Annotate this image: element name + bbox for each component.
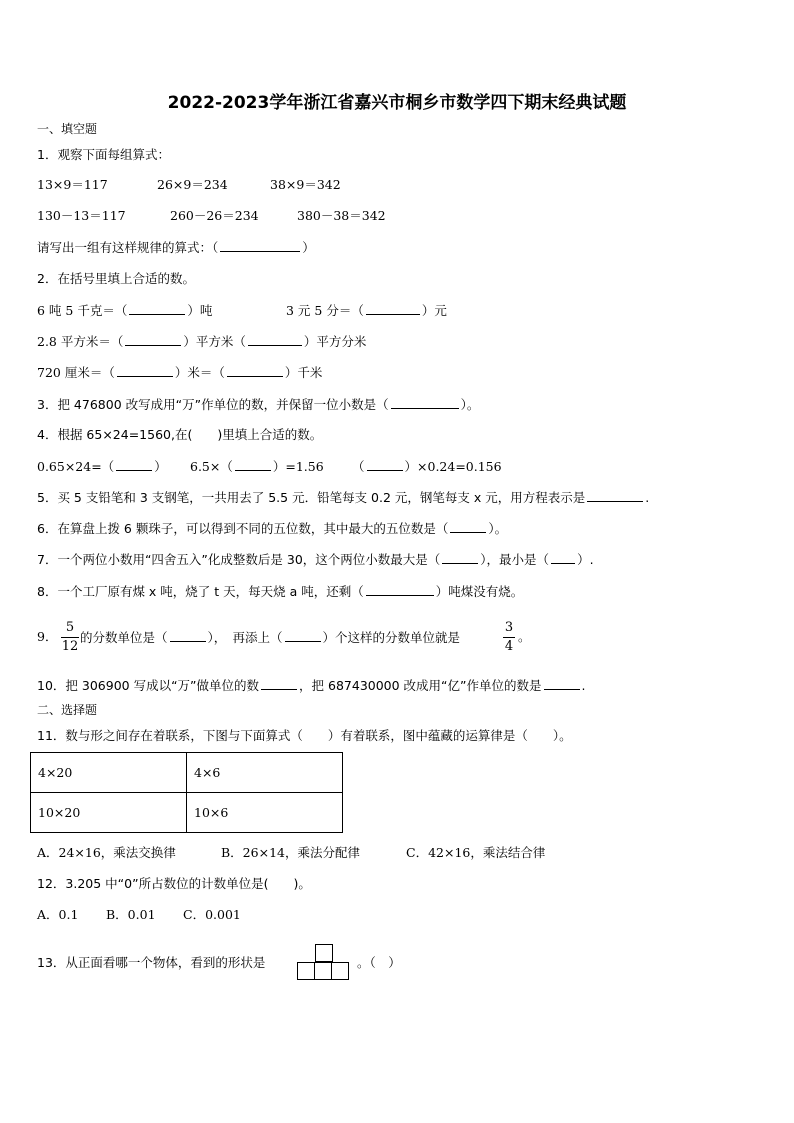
q8-close: ）吨煤没有烧。: [435, 584, 524, 599]
q4-c-close: ）×0.24=0.156: [404, 459, 502, 474]
q4-c-text: （: [352, 459, 365, 474]
q4-item-c: [352, 458, 502, 475]
q2-item-d: [37, 364, 322, 381]
q9-fraction-five-twelfths: [61, 620, 79, 655]
q9-number: 9．: [37, 629, 58, 644]
q1-expr: 26×9＝234: [157, 177, 228, 192]
section-heading-fill-blanks: 一、填空题: [37, 122, 98, 136]
q9-end: 。: [518, 629, 531, 644]
q8: [37, 583, 523, 600]
block-square: [315, 944, 333, 962]
q7-mid: ），最小是（: [480, 552, 550, 567]
fraction-bar: [61, 637, 79, 638]
q4-b-text: 6.5×（: [190, 459, 233, 474]
q3: [37, 396, 479, 413]
q2-item-a: [37, 302, 212, 319]
q2-stem: 2．在括号里填上合适的数。: [37, 271, 195, 286]
block-square: [297, 962, 315, 980]
q12-option-c[interactable]: C．0.001: [183, 907, 241, 922]
answer-blank[interactable]: [170, 629, 206, 642]
q4-item-a: [37, 458, 167, 475]
q2-item-c: [37, 333, 366, 350]
q1-ask-close: ）: [302, 240, 315, 255]
q6-text: 6．在算盘上拨 6 颗珠子，可以得到不同的五位数，其中最大的五位数是（: [37, 521, 449, 536]
answer-blank[interactable]: [391, 396, 459, 409]
q2-item-b: [286, 302, 447, 319]
q3-close: ）。: [460, 397, 480, 412]
q10-mid: ，把 687430000 改成用“亿”作单位的数是: [299, 678, 542, 693]
q7-text: 7．一个两位小数用“四舍五入”化成整数后是 30，这个两位小数最大是（: [37, 552, 441, 567]
q2-d-mid: ）米＝（: [174, 365, 225, 380]
q11-option-c[interactable]: C．42×16，乘法结合律: [406, 845, 546, 860]
q2-c-mid: ）平方米（: [183, 334, 246, 349]
answer-blank[interactable]: [220, 239, 300, 252]
answer-blank[interactable]: [235, 458, 271, 471]
q1-expr: 13×9＝117: [37, 177, 108, 192]
answer-blank[interactable]: [125, 333, 181, 346]
q4-item-b: [190, 458, 324, 475]
fraction-denominator: 12: [61, 639, 79, 654]
q2-a-text: 6 吨 5 千克＝（: [37, 303, 128, 318]
q2-b-unit: ）元: [421, 303, 447, 318]
answer-blank[interactable]: [367, 458, 403, 471]
answer-blank[interactable]: [129, 302, 185, 315]
q8-text: 8．一个工厂原有煤 x 吨，烧了 t 天，每天烧 a 吨，还剩（: [37, 584, 364, 599]
page-title: 2022-2023学年浙江省嘉兴市桐乡市数学四下期末经典试题: [167, 93, 627, 113]
fraction-numerator: 5: [65, 620, 75, 635]
q10-text: 10．把 306900 写成以“万”做单位的数: [37, 678, 260, 693]
q12-stem: 12．3.205 中“0”所占数位的计数单位是( )。: [37, 876, 311, 891]
fraction-bar: [503, 637, 515, 638]
q4-b-close: ）=1.56: [272, 459, 324, 474]
answer-blank[interactable]: [551, 551, 575, 564]
q9-text-2: ）， 再添上（: [207, 630, 283, 645]
answer-blank[interactable]: [366, 302, 420, 315]
q1-ask-text: 请写出一组有这样规律的算式：（: [37, 240, 219, 255]
q11-option-a[interactable]: A．24×16，乘法交换律: [37, 845, 176, 860]
q1-expr: 38×9＝342: [270, 177, 341, 192]
q4-a-close: ）: [154, 459, 167, 474]
block-square: [314, 962, 332, 980]
table-cell: 4×6: [187, 753, 343, 793]
q1-stem: 1．观察下面每组算式：: [37, 147, 170, 162]
q11-stem: 11．数与形之间存在着联系，下图与下面算式（ ）有着联系，图中蕴藏的运算律是（ ）。: [37, 728, 572, 743]
q12-option-b[interactable]: B．0.01: [106, 907, 156, 922]
fraction-numerator: 3: [504, 620, 514, 635]
table-cell: 10×20: [31, 793, 187, 833]
fraction-denominator: 4: [504, 639, 514, 654]
q11-option-b[interactable]: B．26×14，乘法分配律: [221, 845, 360, 860]
answer-blank[interactable]: [587, 489, 643, 502]
table-cell: 4×20: [31, 753, 187, 793]
q10-end: .: [581, 678, 586, 693]
q1-expr: 260－26＝234: [170, 208, 259, 223]
table-cell: 10×6: [187, 793, 343, 833]
q7-close: ）.: [577, 552, 594, 567]
q2-b-text: 3 元 5 分＝（: [286, 303, 364, 318]
q9-text-1: 的分数单位是（: [80, 630, 168, 645]
answer-blank[interactable]: [442, 551, 478, 564]
answer-blank[interactable]: [285, 629, 321, 642]
q13-block-shape-figure: [297, 944, 353, 982]
q2-a-unit: ）吨: [187, 303, 213, 318]
q1-expr: 130－13＝117: [37, 208, 126, 223]
answer-blank[interactable]: [366, 583, 434, 596]
q4-stem: 4．根据 65×24=1560,在( )里填上合适的数。: [37, 427, 323, 442]
q4-a-text: 0.65×24=（: [37, 459, 115, 474]
q2-d-text: 720 厘米＝（: [37, 365, 115, 380]
section-heading-multiple-choice: 二、选择题: [37, 703, 98, 717]
q11-area-model-table: [30, 752, 343, 833]
q2-d-unit: ）千米: [284, 365, 323, 380]
q6: [37, 520, 507, 537]
q2-c-text: 2.8 平方米＝（: [37, 334, 124, 349]
q2-c-unit: ）平方分米: [303, 334, 367, 349]
q10: [37, 677, 586, 694]
q9-fraction-three-quarters: [503, 620, 515, 655]
answer-blank[interactable]: [261, 677, 297, 690]
q9-text-3: ）个这样的分数单位就是: [322, 630, 461, 645]
q13-answer-paren: 。（ ）: [357, 955, 401, 970]
q6-close: ）。: [488, 521, 508, 536]
q3-text: 3．把 476800 改写成用“万”作单位的数，并保留一位小数是（: [37, 397, 389, 412]
q5: [37, 489, 649, 506]
answer-blank[interactable]: [450, 520, 486, 533]
q13-stem: 13．从正面看哪一个物体，看到的形状是: [37, 955, 266, 970]
q9-body: [80, 629, 460, 646]
block-square: [331, 962, 349, 980]
q7: [37, 551, 594, 568]
answer-blank[interactable]: [116, 458, 152, 471]
q12-option-a[interactable]: A．0.1: [37, 907, 79, 922]
q1-ask: [37, 239, 315, 256]
answer-blank[interactable]: [117, 364, 173, 377]
answer-blank[interactable]: [248, 333, 302, 346]
answer-blank[interactable]: [544, 677, 580, 690]
q5-end: .: [645, 490, 650, 505]
answer-blank[interactable]: [227, 364, 283, 377]
q5-text: 5．买 5 支铅笔和 3 支钢笔，一共用去了 5.5 元．铅笔每支 0.2 元，钢笔每支 x 元，用方程表示是: [37, 490, 586, 505]
q1-expr: 380－38＝342: [297, 208, 386, 223]
